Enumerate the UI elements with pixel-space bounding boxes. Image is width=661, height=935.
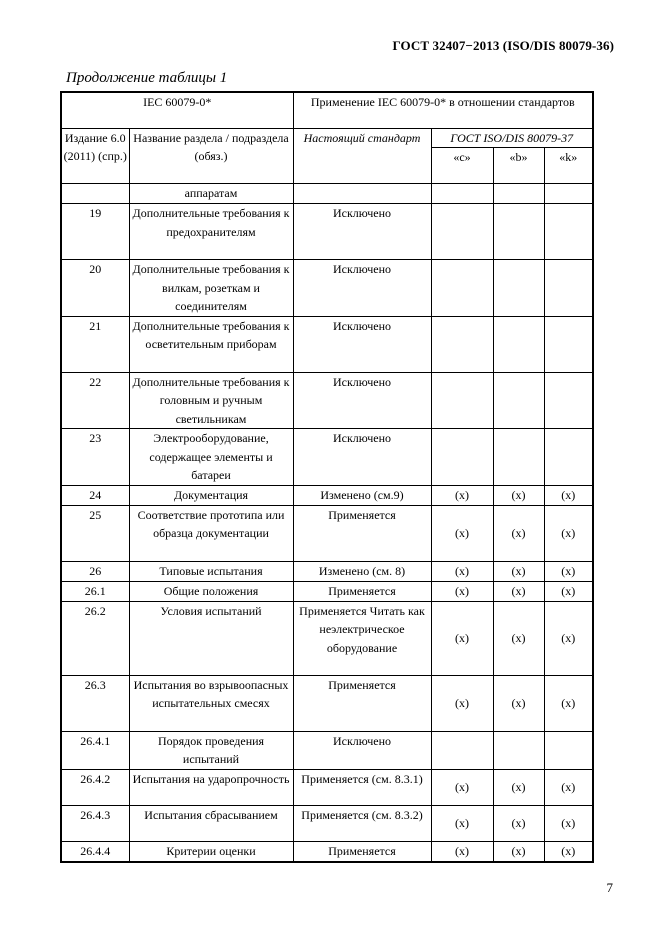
table-row (61, 731, 593, 769)
section-number: 25 (61, 505, 129, 561)
application-status: Исключено (293, 731, 431, 769)
mark-b (493, 372, 544, 429)
mark-c: (x) (431, 561, 493, 581)
mark-c: (x) (431, 841, 493, 862)
section-name: Испытания на ударопрочность (129, 769, 293, 805)
mark-k: (x) (544, 505, 593, 561)
mark-c: (x) (431, 581, 493, 601)
section-name: Испытания сбрасыванием (129, 805, 293, 841)
mark-k (544, 260, 593, 317)
section-number: 26 (61, 561, 129, 581)
section-name: Условия испытаний (129, 601, 293, 675)
mark-b: (x) (493, 601, 544, 675)
table-row (61, 485, 593, 505)
mark-b (493, 260, 544, 317)
section-name: Дополнительные требования к вилкам, розеткам и соединителям (129, 260, 293, 317)
page-number: 7 (606, 880, 613, 895)
gost-iso-header: ГОСТ ISO/DIS 80079-37 (431, 128, 593, 148)
section-name: Дополнительные требования к предохранителям (129, 204, 293, 260)
mark-c (431, 429, 493, 486)
table-row (61, 675, 593, 731)
section-name: Соответствие прототипа или образца документации (129, 505, 293, 561)
mark-k (544, 204, 593, 260)
mark-c (431, 260, 493, 317)
category-c-header: «c» (431, 148, 493, 184)
table-row-continued-name: аппаратам (129, 184, 293, 204)
section-name: Испытания во взрывоопасных испытательных смесях (129, 675, 293, 731)
section-name: Электрооборудование, содержащее элементы и батареи (129, 429, 293, 486)
application-status: Исключено (293, 260, 431, 317)
section-name: Общие положения (129, 581, 293, 601)
application-status: Применяется Читать как неэлектрическое оборудование (293, 601, 431, 675)
section-number: 23 (61, 429, 129, 486)
mark-k: (x) (544, 675, 593, 731)
section-number: 22 (61, 372, 129, 429)
mark-k: (x) (544, 841, 593, 862)
mark-c: (x) (431, 675, 493, 731)
mark-c: (x) (431, 769, 493, 805)
application-status: Исключено (293, 429, 431, 486)
application-header: Применение IEC 60079-0* в отношении стандартов (293, 92, 593, 128)
application-status: Изменено (см.9) (293, 485, 431, 505)
category-b-header: «b» (493, 148, 544, 184)
mark-k: (x) (544, 805, 593, 841)
table-row (61, 204, 593, 260)
mark-b (493, 316, 544, 372)
section-number: 26.2 (61, 601, 129, 675)
table-row (61, 429, 593, 486)
standards-table (60, 91, 594, 863)
mark-b (493, 204, 544, 260)
mark-k (544, 429, 593, 486)
mark-b (493, 731, 544, 769)
mark-k: (x) (544, 769, 593, 805)
section-number: 20 (61, 260, 129, 317)
table-row (61, 841, 593, 862)
mark-b: (x) (493, 805, 544, 841)
mark-c: (x) (431, 485, 493, 505)
mark-b: (x) (493, 485, 544, 505)
mark-k: (x) (544, 561, 593, 581)
section-number: 21 (61, 316, 129, 372)
application-status: Применяется (293, 505, 431, 561)
application-status: Исключено (293, 372, 431, 429)
section-number: 26.4.4 (61, 841, 129, 862)
application-status: Исключено (293, 204, 431, 260)
table-row (61, 769, 593, 805)
mark-c (431, 372, 493, 429)
section-number: 26.1 (61, 581, 129, 601)
mark-k: (x) (544, 485, 593, 505)
application-status: Изменено (см. 8) (293, 561, 431, 581)
mark-k: (x) (544, 581, 593, 601)
section-name: Дополнительные требования к головным и ручным светильникам (129, 372, 293, 429)
section-number: 26.4.2 (61, 769, 129, 805)
this-standard-header: Настоящий стандарт (293, 128, 431, 184)
section-name: Типовые испытания (129, 561, 293, 581)
document-id: ГОСТ 32407−2013 (ISO/DIS 80079-36) (392, 38, 614, 53)
mark-k (544, 731, 593, 769)
mark-b (493, 429, 544, 486)
mark-c (431, 316, 493, 372)
section-name: Критерии оценки (129, 841, 293, 862)
section-number: 26.4.3 (61, 805, 129, 841)
mark-b: (x) (493, 561, 544, 581)
table-row (61, 601, 593, 675)
application-status: Применяется (см. 8.3.1) (293, 769, 431, 805)
mark-k (544, 372, 593, 429)
mark-c: (x) (431, 805, 493, 841)
table-row (61, 581, 593, 601)
mark-c (431, 731, 493, 769)
table-row (61, 316, 593, 372)
mark-c (431, 204, 493, 260)
section-name: Документация (129, 485, 293, 505)
table-row (61, 260, 593, 317)
section-name-header: Название раздела / подраздела (обяз.) (129, 128, 293, 184)
table-row (61, 561, 593, 581)
section-name: Порядок проведения испытаний (129, 731, 293, 769)
application-status: Исключено (293, 316, 431, 372)
mark-c: (x) (431, 601, 493, 675)
table-row-continued-num (61, 184, 129, 204)
application-status: Применяется (см. 8.3.2) (293, 805, 431, 841)
mark-b: (x) (493, 581, 544, 601)
edition-header: Издание 6.0 (2011) (спр.) (61, 128, 129, 184)
mark-c: (x) (431, 505, 493, 561)
mark-b: (x) (493, 841, 544, 862)
mark-k (544, 316, 593, 372)
section-number: 26.3 (61, 675, 129, 731)
mark-b: (x) (493, 769, 544, 805)
application-status: Применяется (293, 675, 431, 731)
table-row (61, 372, 593, 429)
mark-b: (x) (493, 675, 544, 731)
table-caption: Продолжение таблицы 1 (66, 70, 228, 86)
application-status: Применяется (293, 581, 431, 601)
section-number: 19 (61, 204, 129, 260)
mark-b: (x) (493, 505, 544, 561)
mark-k: (x) (544, 601, 593, 675)
iec-header: IEC 60079-0* (61, 92, 293, 128)
section-name: Дополнительные требования к осветительным приборам (129, 316, 293, 372)
application-status: Применяется (293, 841, 431, 862)
category-k-header: «k» (544, 148, 593, 184)
table-row (61, 505, 593, 561)
section-number: 24 (61, 485, 129, 505)
table-row (61, 805, 593, 841)
section-number: 26.4.1 (61, 731, 129, 769)
